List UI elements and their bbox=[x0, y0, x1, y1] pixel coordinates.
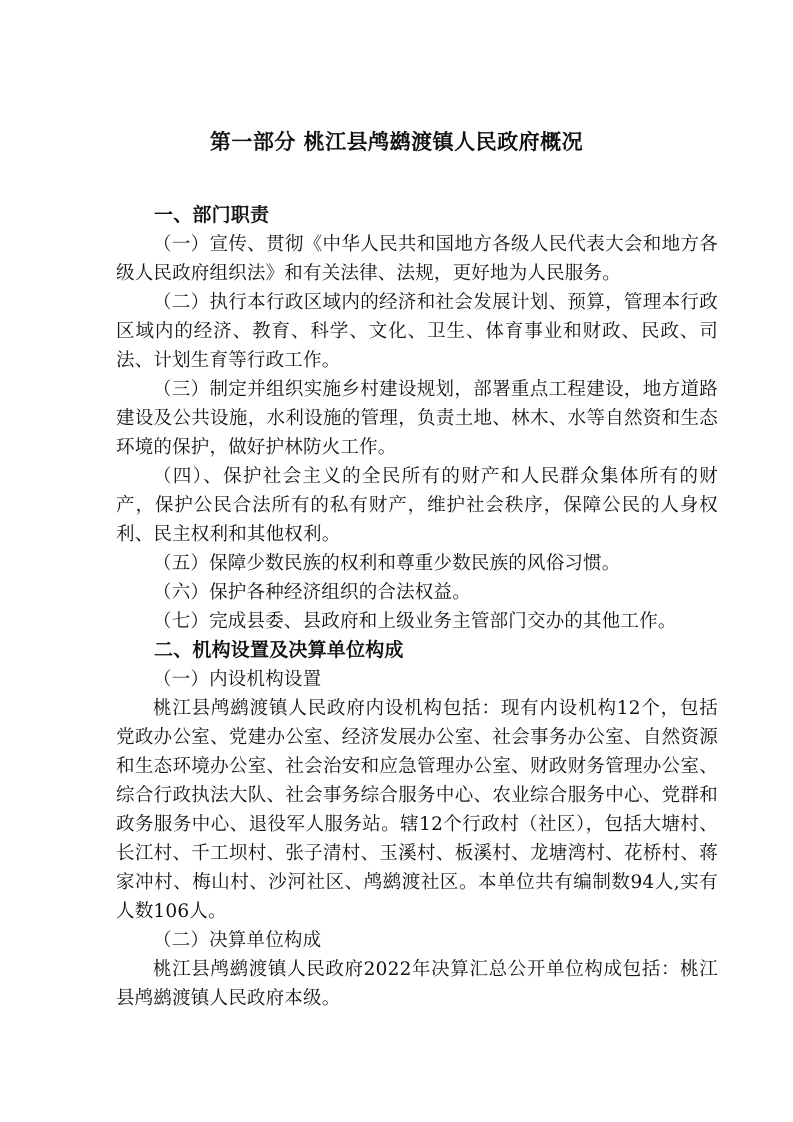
duty-paragraph-5: （五）保障少数民族的权利和尊重少数民族的风俗习惯。 bbox=[153, 553, 621, 574]
section-heading-duties: 一、部门职责 bbox=[154, 204, 270, 226]
subheading-accounting-units: （二）决算单位构成 bbox=[153, 930, 322, 951]
subheading-internal-structure: （一）内设机构设置 bbox=[153, 669, 322, 690]
internal-structure-paragraph: 桃江县鸬鹚渡镇人民政府内设机构包括：现有内设机构12个，包括党政办公室、党建办公室、经济发展办公室、社会事务办公室、自然资源和生态环境办公室、社会治安和应急管理办公室、财政财务管理办公室、综合行政执法大队、社会事务综合服务中心、农业综合服务中心、党群和政务服务中心、退役军人服务站。辖12个行政村（社区），包括大塘村、长江村、千工坝村、张子清村、玉溪村、板溪村、龙塘湾村、花桥村、蒋家冲村、梅山村、沙河社区、鸬鹚渡社区。本单位共有编制数94人,实有人数106人。 bbox=[116, 698, 718, 922]
duty-paragraph-3: （三）制定并组织实施乡村建设规划，部署重点工程建设，地方道路建设及公共设施，水利设施的管理，负责土地、林木、水等自然资和生态环境的保护，做好护林防火工作。 bbox=[116, 379, 718, 458]
duty-paragraph-2: （二）执行本行政区域内的经济和社会发展计划、预算，管理本行政区域内的经济、教育、科学、文化、卫生、体育事业和财政、民政、司法、计划生育等行政工作。 bbox=[116, 292, 718, 371]
document-body bbox=[116, 201, 718, 1013]
duty-paragraph-1: （一）宣传、贯彻《中华人民共和国地方各级人民代表大会和地方各级人民政府组织法》和有关法律、法规，更好地为人民服务。 bbox=[116, 234, 718, 284]
accounting-units-paragraph: 桃江县鸬鹚渡镇人民政府2022年决算汇总公开单位构成包括：桃江县鸬鹚渡镇人民政府本级。 bbox=[116, 959, 718, 1009]
section-heading-structure: 二、机构设置及决算单位构成 bbox=[154, 639, 404, 661]
duty-paragraph-6: （六）保护各种经济组织的合法权益。 bbox=[153, 582, 471, 603]
page-title: 第一部分 桃江县鸬鹚渡镇人民政府概况 bbox=[209, 129, 584, 154]
duty-paragraph-7: （七）完成县委、县政府和上级业务主管部门交办的其他工作。 bbox=[153, 611, 677, 632]
duty-paragraph-4: （四）、保护社会主义的全民所有的财产和人民群众集体所有的财产，保护公民合法所有的私有财产，维护社会秩序，保障公民的人身权利、民主权利和其他权利。 bbox=[116, 466, 718, 545]
